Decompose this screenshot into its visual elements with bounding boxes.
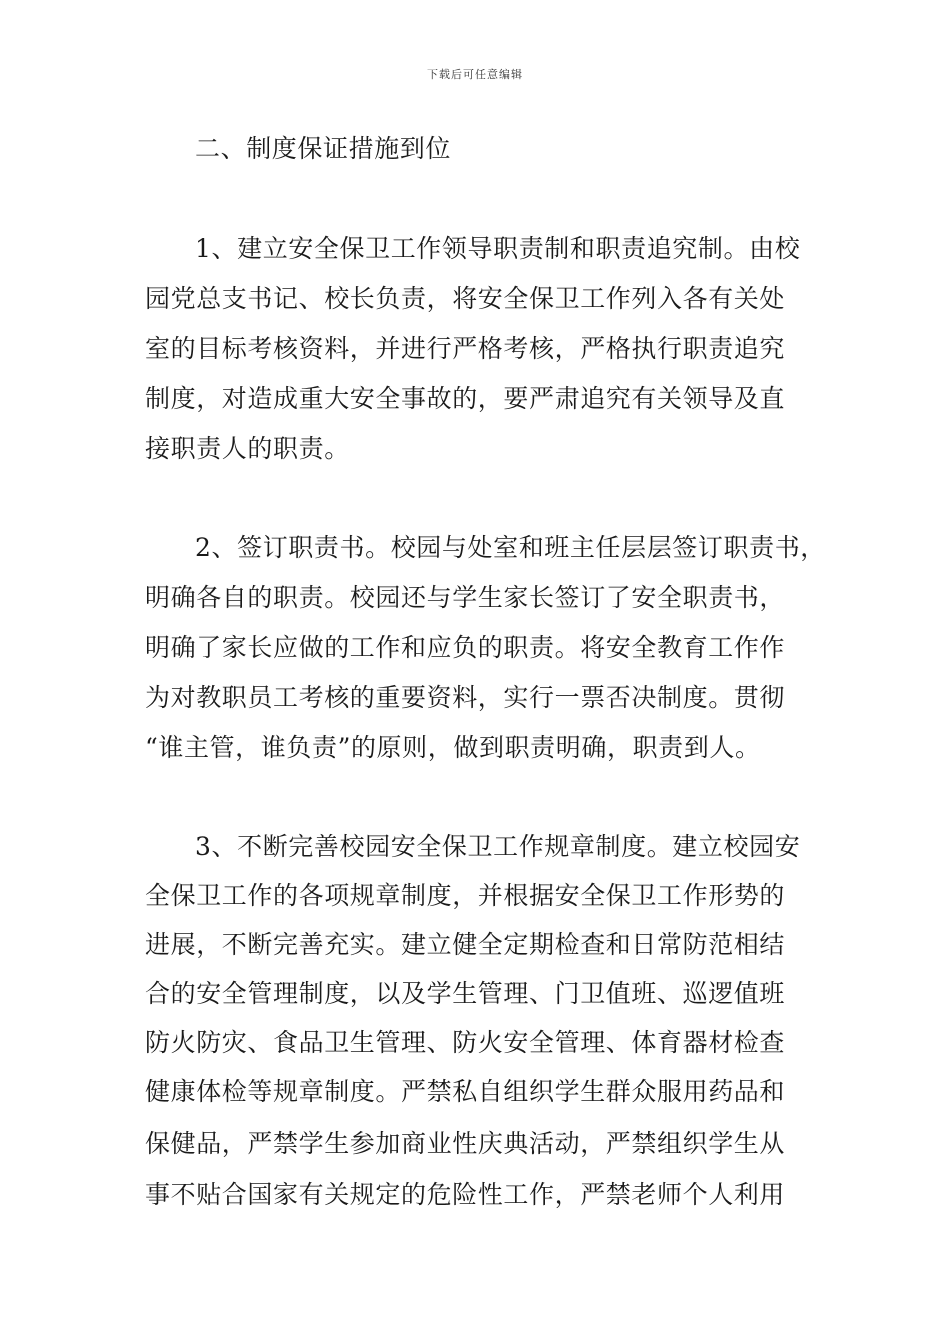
paragraph-2-line-4: 为对教职员工考核的重要资料，实行一票否决制度。贯彻: [145, 683, 786, 712]
page-header-note: 下载后可任意编辑: [427, 68, 523, 81]
paragraph-2-line-2: 明确各自的职责。校园还与学生家长签订了安全职责书，: [145, 583, 786, 612]
paragraph-1-line-2: 园党总支书记、校长负责，将安全保卫工作列入各有关处: [145, 284, 786, 313]
paragraph-1-line-3: 室的目标考核资料，并进行严格考核，严格执行职责追究: [145, 334, 786, 363]
paragraph-3-line-6: 健康体检等规章制度。严禁私自组织学生群众服用药品和: [145, 1077, 786, 1106]
paragraph-3-line-7: 保健品，严禁学生参加商业性庆典活动，严禁组织学生从: [145, 1129, 786, 1158]
paragraph-3-line-5: 防火防灾、食品卫生管理、防火安全管理、体育器材检查: [145, 1028, 786, 1057]
paragraph-3-line-3: 进展，不断完善充实。建立健全定期检查和日常防范相结: [145, 930, 786, 959]
paragraph-1-line-4: 制度，对造成重大安全事故的，要严肃追究有关领导及直: [145, 384, 786, 413]
paragraph-3-line-1: 3、不断完善校园安全保卫工作规章制度。建立校园安: [195, 832, 801, 861]
paragraph-2-line-1: 2、签订职责书。校园与处室和班主任层层签订职责书，: [195, 533, 826, 562]
paragraph-2-line-3: 明确了家长应做的工作和应负的职责。将安全教育工作作: [145, 633, 786, 662]
paragraph-3-line-2: 全保卫工作的各项规章制度，并根据安全保卫工作形势的: [145, 881, 786, 910]
paragraph-2-line-5: “谁主管，谁负责”的原则，做到职责明确，职责到人。: [145, 733, 761, 762]
section-title: 二、制度保证措施到位: [195, 134, 452, 163]
paragraph-3-line-8: 事不贴合国家有关规定的危险性工作，严禁老师个人利用: [145, 1180, 786, 1209]
paragraph-3-line-4: 合的安全管理制度，以及学生管理、门卫值班、巡逻值班: [145, 979, 786, 1008]
paragraph-1-line-5: 接职责人的职责。: [145, 434, 350, 463]
paragraph-1-line-1: 1、建立安全保卫工作领导职责制和职责追究制。由校: [195, 234, 801, 263]
